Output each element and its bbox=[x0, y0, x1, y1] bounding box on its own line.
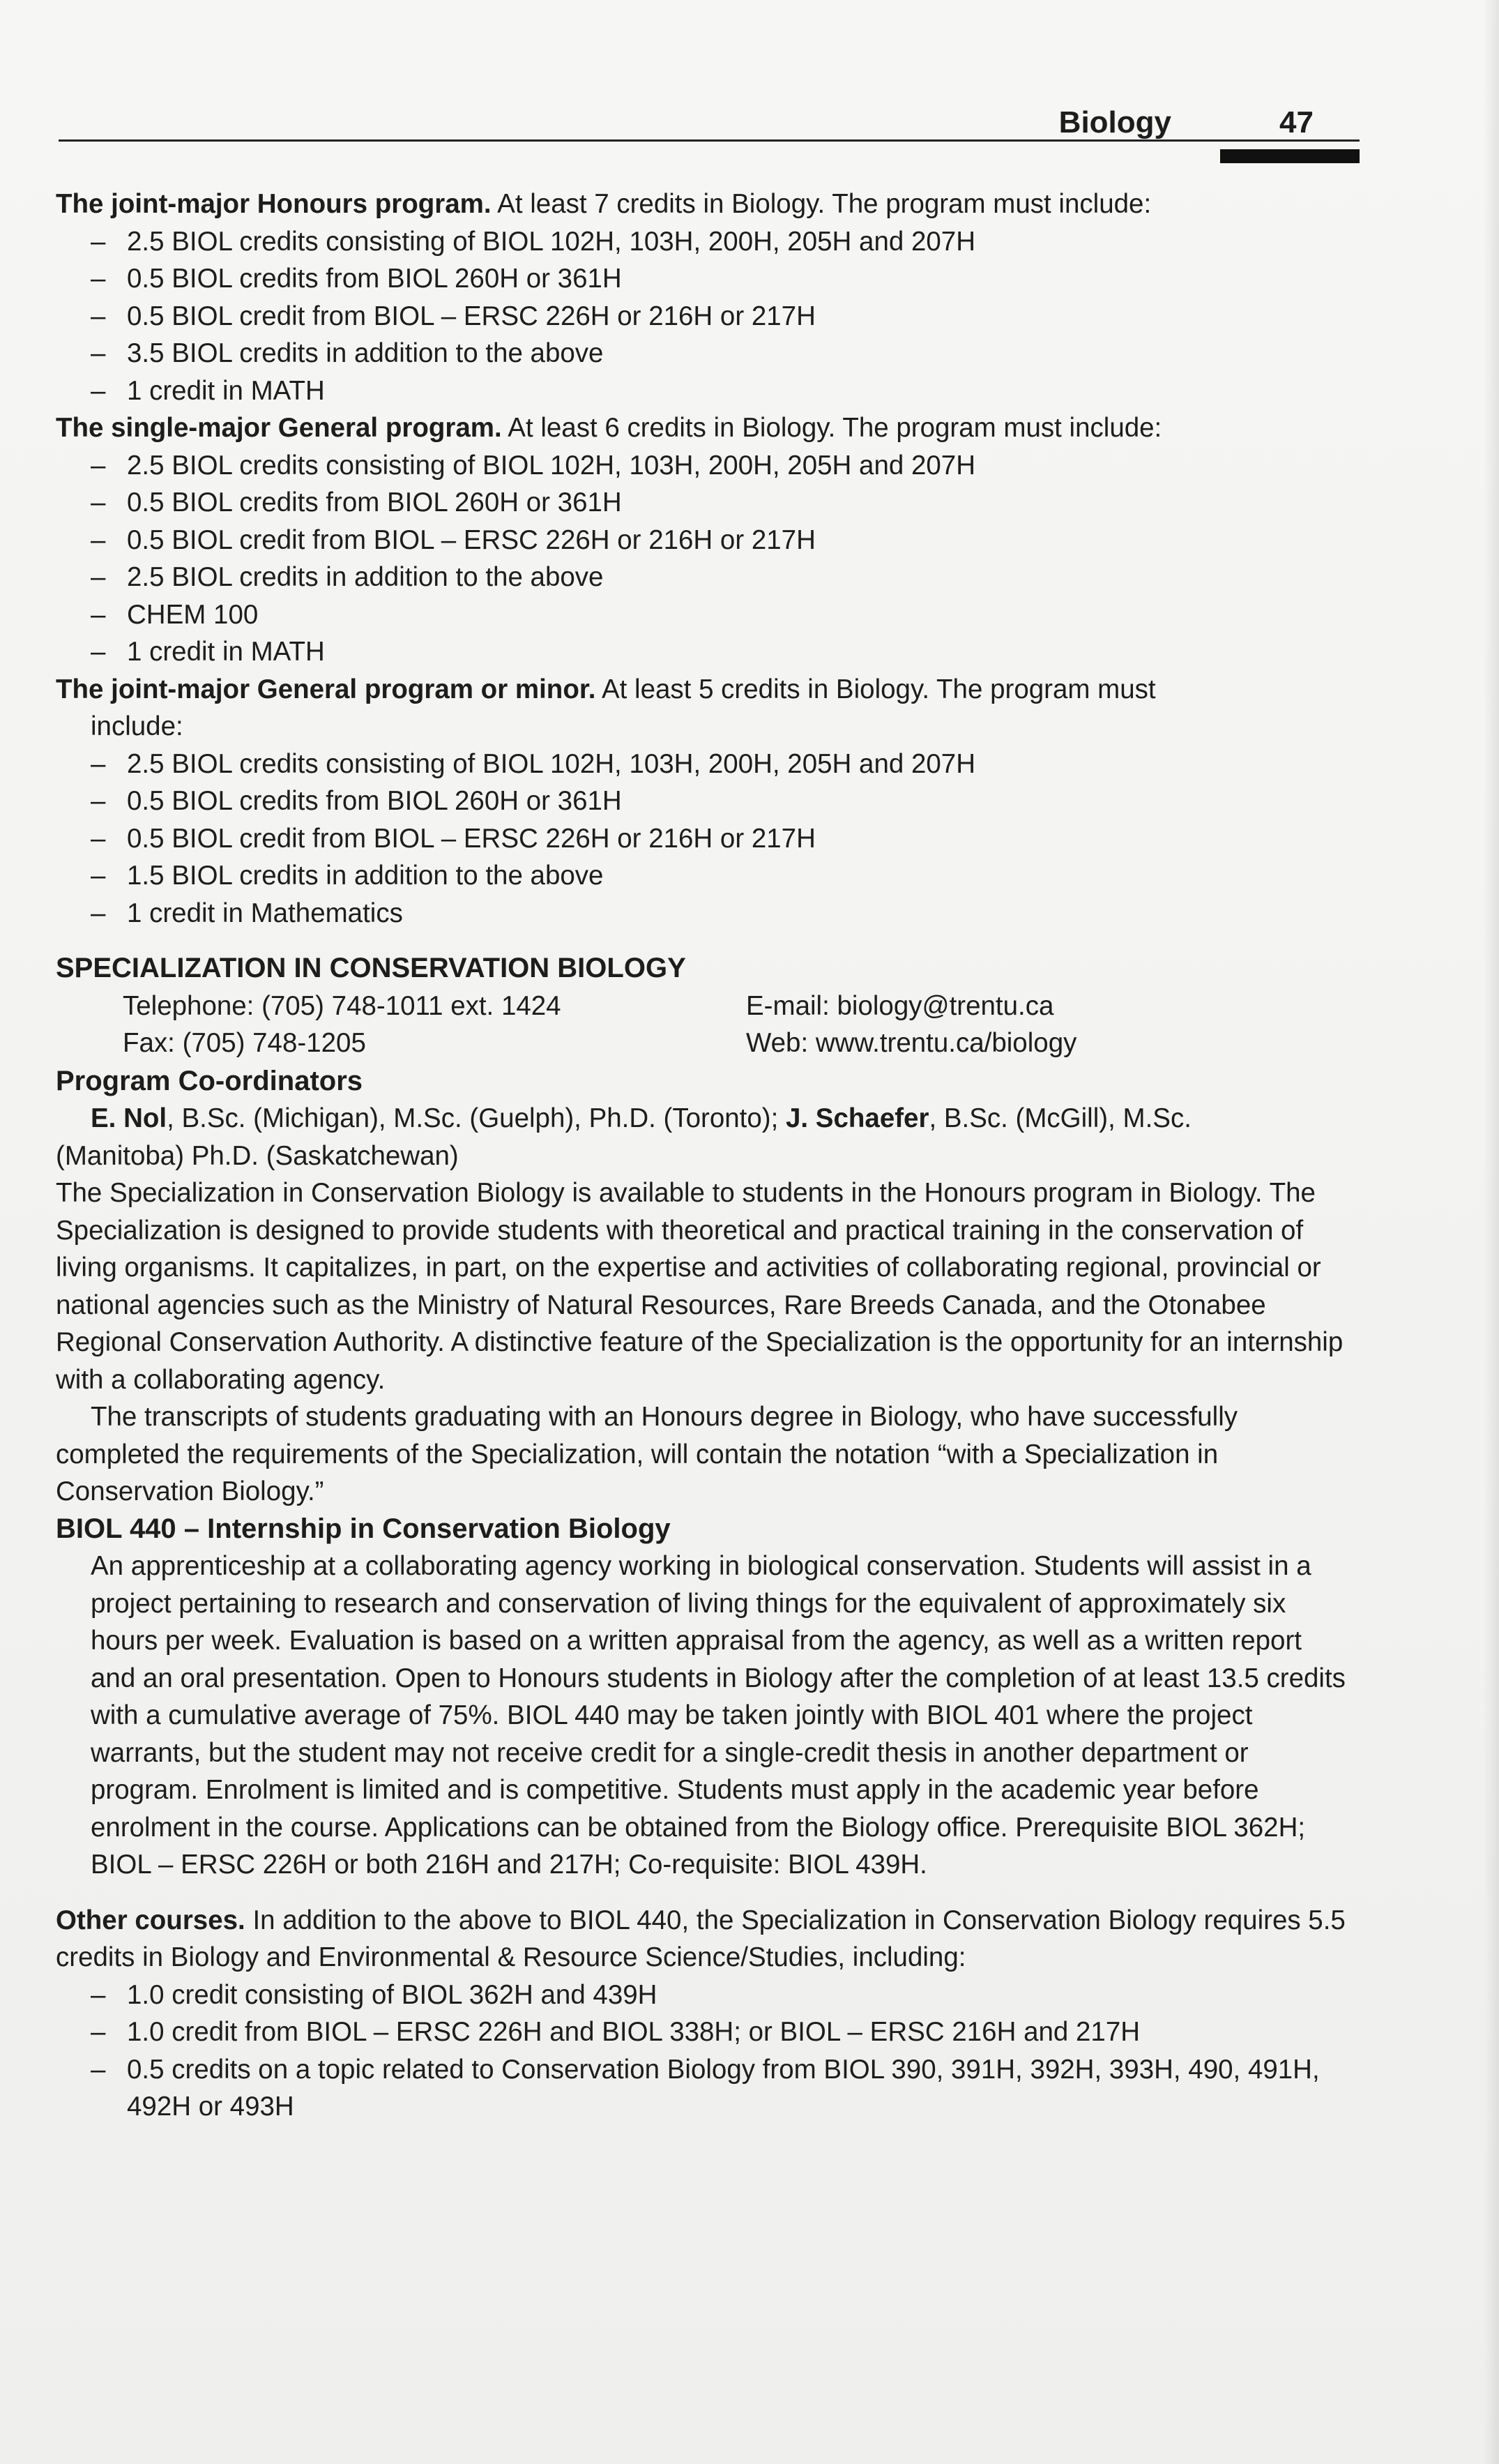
program-title: The joint-major Honours program. bbox=[56, 189, 492, 219]
program-intro: At least 5 credits in Biology. The program must bbox=[595, 674, 1156, 704]
program-joint-major-general-minor bbox=[56, 671, 1346, 932]
contact-block bbox=[56, 988, 1346, 1063]
list-item: – 1 credit in MATH bbox=[91, 637, 325, 667]
program-intro-continued: include: bbox=[91, 711, 183, 741]
requirement-list bbox=[56, 746, 1346, 932]
email[interactable]: E-mail: biology@trentu.ca bbox=[746, 990, 1054, 1021]
specialization-heading: SPECIALIZATION IN CONSERVATION BIOLOGY bbox=[56, 953, 686, 983]
header-thumb-tab bbox=[1220, 149, 1360, 163]
other-courses-list bbox=[56, 1977, 1346, 2126]
coordinator-name: J. Schaefer bbox=[786, 1103, 929, 1133]
coordinators-list: E. Nol, B.Sc. (Michigan), M.Sc. (Guelph), Ph.D. (Toronto); J. Schaefer, B.Sc. (McGill), M.Sc. bbox=[91, 1103, 1192, 1133]
requirement-list bbox=[56, 223, 1346, 410]
list-item: – 2.5 BIOL credits consisting of BIOL 102H, 103H, 200H, 205H and 207H bbox=[91, 450, 976, 481]
list-item: – 0.5 BIOL credits from BIOL 260H or 361H bbox=[91, 264, 622, 294]
web-link[interactable]: Web: www.trentu.ca/biology bbox=[746, 1028, 1077, 1058]
list-item: – 0.5 credits on a topic related to Conservation Biology from BIOL 390, 391H, 392H, 393H, 490, 491H, 492H or 493H bbox=[91, 2054, 1320, 2122]
header-section-title: Biology bbox=[1058, 105, 1171, 139]
list-item: – 3.5 BIOL credits in addition to the above bbox=[91, 338, 604, 368]
list-item: – 2.5 BIOL credits in addition to the above bbox=[91, 562, 604, 592]
running-header bbox=[59, 105, 1360, 167]
list-item: – 1.5 BIOL credits in addition to the above bbox=[91, 861, 604, 891]
page-content bbox=[56, 186, 1346, 2126]
other-courses-title: Other courses. bbox=[56, 1905, 245, 1935]
course-heading: BIOL 440 – Internship in Conservation Biology bbox=[56, 1513, 671, 1544]
coordinator-name: E. Nol bbox=[91, 1103, 167, 1133]
page-number: 47 bbox=[1279, 105, 1314, 139]
program-title: The single-major General program. bbox=[56, 413, 502, 443]
program-intro: At least 7 credits in Biology. The program must include: bbox=[491, 189, 1152, 219]
program-joint-major-honours bbox=[56, 186, 1346, 409]
course-description: An apprenticeship at a collaborating agency working in biological conservation. Students will assist in a project pertaining to research and conservation of living things for the equivalent of approximately six hours per week. Evaluation is based on a written appraisal from the agency, as well as a written report and an oral presentation. Open to Honours students in Biology after the completion of at least 13.5 credits with a cumulative average of 75%. BIOL 440 may be taken jointly with BIOL 401 where the project warrants, but the student may not receive credit for a single-credit thesis in another department or program. Enrolment is limited and is competitive. Students must apply in the academic year before enrolment in the course. Applications can be obtained from the Biology office. Prerequisite BIOL 362H; BIOL – ERSC 226H or both 216H and 217H; Co-requisite: BIOL 439H. bbox=[91, 1551, 1346, 1880]
list-item: – 1.0 credit from BIOL – ERSC 226H and BIOL 338H; or BIOL – ERSC 216H and 217H bbox=[91, 2017, 1141, 2047]
list-item: – 2.5 BIOL credits consisting of BIOL 102H, 103H, 200H, 205H and 207H bbox=[91, 748, 976, 779]
page-edge-shadow bbox=[1484, 0, 1499, 2464]
list-item: – 1 credit in MATH bbox=[91, 375, 325, 406]
telephone: Telephone: (705) 748-1011 ext. 1424 bbox=[123, 990, 561, 1021]
list-item: – 0.5 BIOL credit from BIOL – ERSC 226H or 216H or 217H bbox=[91, 524, 816, 555]
specialization-transcript-note: The transcripts of students graduating with an Honours degree in Biology, who have successfully completed the requirements of the Specialization, will contain the notation “with a Specialization in Conservation Biology.” bbox=[56, 1402, 1238, 1506]
list-item: – 1.0 credit consisting of BIOL 362H and 439H bbox=[91, 1979, 657, 2010]
coordinators-list-continued: (Manitoba) Ph.D. (Saskatchewan) bbox=[56, 1140, 459, 1171]
other-courses-paragraph: Other courses. In addition to the above to BIOL 440, the Specialization in Conservation Biology requires 5.5 credits in Biology and Environmental & Resource Science/Studies, including: bbox=[56, 1905, 1346, 1972]
program-title: The joint-major General program or minor. bbox=[56, 674, 596, 704]
list-item: – 2.5 BIOL credits consisting of BIOL 102H, 103H, 200H, 205H and 207H bbox=[91, 226, 976, 257]
list-item: – 0.5 BIOL credit from BIOL – ERSC 226H or 216H or 217H bbox=[91, 823, 816, 854]
list-item: – 0.5 BIOL credit from BIOL – ERSC 226H or 216H or 217H bbox=[91, 301, 816, 331]
program-single-major-general bbox=[56, 409, 1346, 671]
list-item: – CHEM 100 bbox=[91, 599, 259, 630]
specialization-description: The Specialization in Conservation Biology is available to students in the Honours program in Biology. The Specialization is designed to provide students with theoretical and practical training in the conservation of living organisms. It capitalizes, in part, on the expertise and activities of collaborating regional, provincial or national agencies such as the Ministry of Natural Resources, Rare Breeds Canada, and the Otonabee Regional Conservation Authority. A distinctive feature of the Specialization is the opportunity for an internship with a collaborating agency. bbox=[56, 1178, 1344, 1395]
program-intro: At least 6 credits in Biology. The program must include: bbox=[501, 413, 1162, 443]
list-item: – 0.5 BIOL credits from BIOL 260H or 361H bbox=[91, 487, 622, 517]
list-item: – 0.5 BIOL credits from BIOL 260H or 361H bbox=[91, 786, 622, 816]
coordinators-heading: Program Co-ordinators bbox=[56, 1065, 363, 1096]
fax: Fax: (705) 748-1205 bbox=[123, 1028, 366, 1058]
list-item: – 1 credit in Mathematics bbox=[91, 898, 403, 928]
requirement-list bbox=[56, 447, 1346, 671]
